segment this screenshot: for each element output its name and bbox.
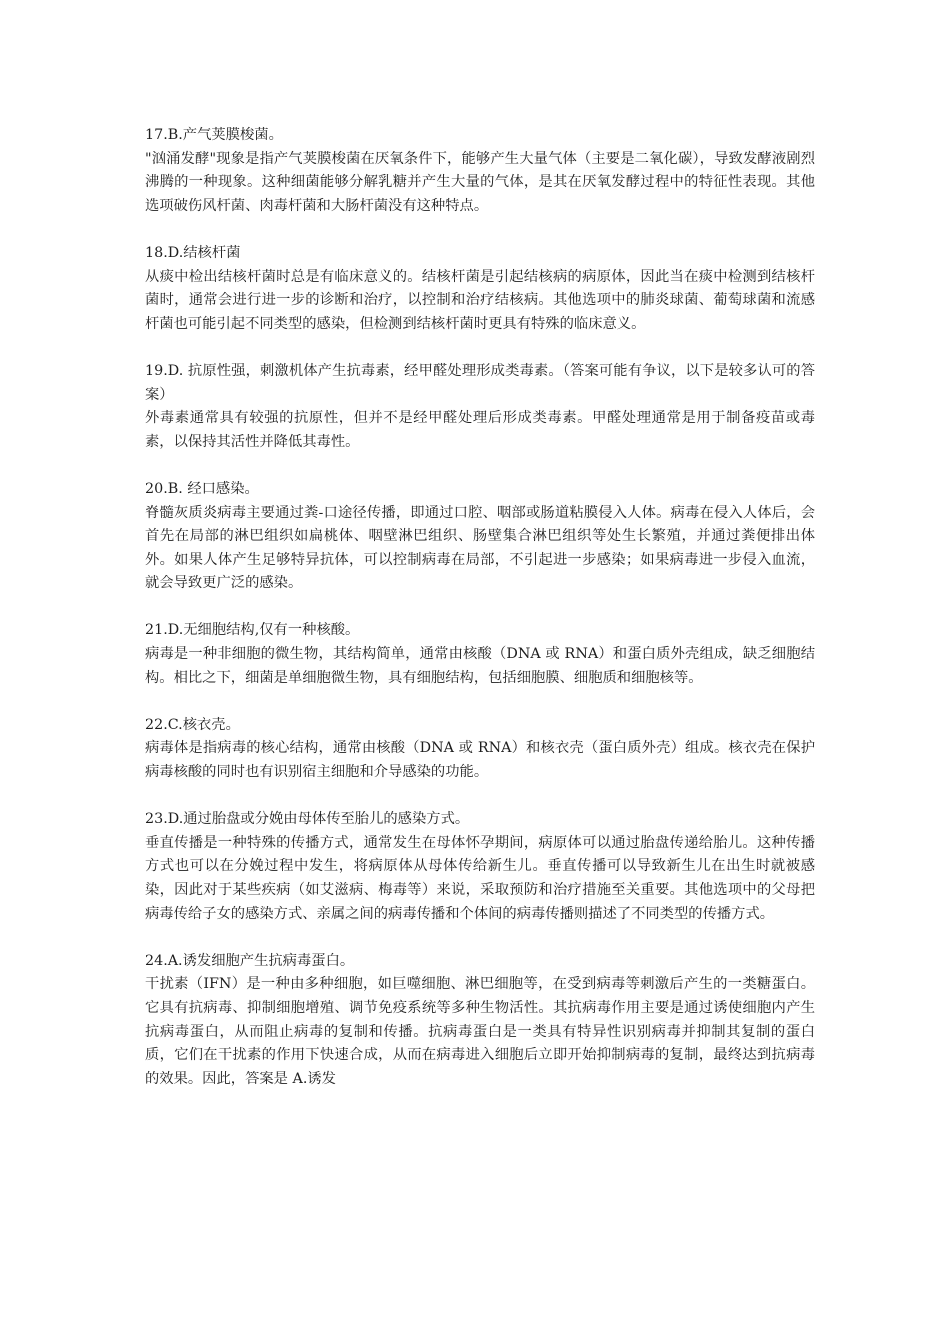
- answer-explanation: 外毒素通常具有较强的抗原性，但并不是经甲醛处理后形成类毒素。甲醛处理通常是用于制备疫苗或毒素，以保持其活性并降低其毒性。: [145, 410, 815, 450]
- answer-explanation: 垂直传播是一种特殊的传播方式，通常发生在母体怀孕期间，病原体可以通过胎盘传递给胎儿。这种传播方式也可以在分娩过程中发生，将病原体从母体传给新生儿。垂直传播可以导致新生儿在出生时就被感染，因此对于某些疾病（如艾滋病、梅毒等）来说，采取预防和治疗措施至关重要。其他选项中的父母把病毒传给子女的感染方式、亲属之间的病毒传播和个体间的病毒传播则描述了不同类型的传播方式。: [145, 834, 815, 922]
- answer-heading: 20.B. 经口感染。: [145, 480, 259, 497]
- answer-heading: 19.D. 抗原性强，刺激机体产生抗毒素，经甲醛处理形成类毒素。（答案可能有争议，以下是较多认可的答案）: [145, 362, 815, 403]
- answer-item-19: [145, 360, 815, 454]
- answer-heading: 17.B.产气荚膜梭菌。: [145, 127, 283, 143]
- answer-item-22: [145, 714, 815, 785]
- answer-item-20: [145, 478, 815, 596]
- answer-explanation: "汹涌发酵"现象是指产气荚膜梭菌在厌氧条件下，能够产生大量气体（主要是二氧化碳），导致发酵液剧烈沸腾的一种现象。这种细菌能够分解乳糖并产生大量的气体，是其在厌氧发酵过程中的特征性表现。其他选项破伤风杆菌、肉毒杆菌和大肠杆菌没有这种特点。: [145, 150, 815, 214]
- answer-explanation: 病毒体是指病毒的核心结构，通常由核酸（DNA 或 RNA）和核衣壳（蛋白质外壳）组成。核衣壳在保护病毒核酸的同时也有识别宿主细胞和介导感染的功能。: [145, 740, 815, 781]
- answer-heading: 23.D.通过胎盘或分娩由母体传至胎儿的感染方式。: [145, 811, 470, 828]
- answer-item-18: [145, 242, 815, 336]
- answer-explanation: 脊髓灰质炎病毒主要通过粪-口途径传播，即通过口腔、咽部或肠道粘膜侵入人体。病毒在侵入人体后，会首先在局部的淋巴组织如扁桃体、咽壁淋巴组织、肠壁集合淋巴组织等处生长繁殖，并通过粪便排出体外。如果人体产生足够特异抗体，可以控制病毒在局部，不引起进一步感染；如果病毒进一步侵入血流，就会导致更广泛的感染。: [145, 504, 815, 592]
- answer-heading: 21.D.无细胞结构,仅有一种核酸。: [145, 622, 360, 639]
- answer-heading: 24.A.诱发细胞产生抗病毒蛋白。: [145, 952, 355, 969]
- answer-explanation: 从痰中检出结核杆菌时总是有临床意义的。结核杆菌是引起结核病的病原体，因此当在痰中检测到结核杆菌时，通常会进行进一步的诊断和治疗，以控制和治疗结核病。其他选项中的肺炎球菌、葡萄球菌和流感杆菌也可能引起不同类型的感染，但检测到结核杆菌时更具有特殊的临床意义。: [145, 268, 815, 332]
- answer-item-23: [145, 808, 815, 926]
- answer-explanation: 干扰素（IFN）是一种由多种细胞，如巨噬细胞、淋巴细胞等，在受到病毒等刺激后产生的一类糖蛋白。它具有抗病毒、抑制细胞增殖、调节免疫系统等多种生物活性。其抗病毒作用主要是通过诱使细胞内产生抗病毒蛋白，从而阻止病毒的复制和传播。抗病毒蛋白是一类具有特异性识别病毒并抑制其复制的蛋白质，它们在干扰素的作用下快速合成，从而在病毒进入细胞后立即开始抑制病毒的复制，最终达到抗病毒的效果。因此，答案是 A.诱发: [145, 976, 815, 1087]
- answer-heading: 22.C.核衣壳。: [145, 716, 240, 733]
- answer-heading: 18.D.结核杆菌: [145, 244, 241, 261]
- answer-item-21: [145, 619, 815, 690]
- answer-explanation: 病毒是一种非细胞的微生物，其结构简单，通常由核酸（DNA 或 RNA）和蛋白质外壳组成，缺乏细胞结构。相比之下，细菌是单细胞微生物，具有细胞结构，包括细胞膜、细胞质和细胞核等。: [145, 646, 815, 686]
- answer-item-24: [145, 950, 815, 1092]
- answer-explanations: [145, 124, 815, 1115]
- answer-item-17: [145, 124, 815, 218]
